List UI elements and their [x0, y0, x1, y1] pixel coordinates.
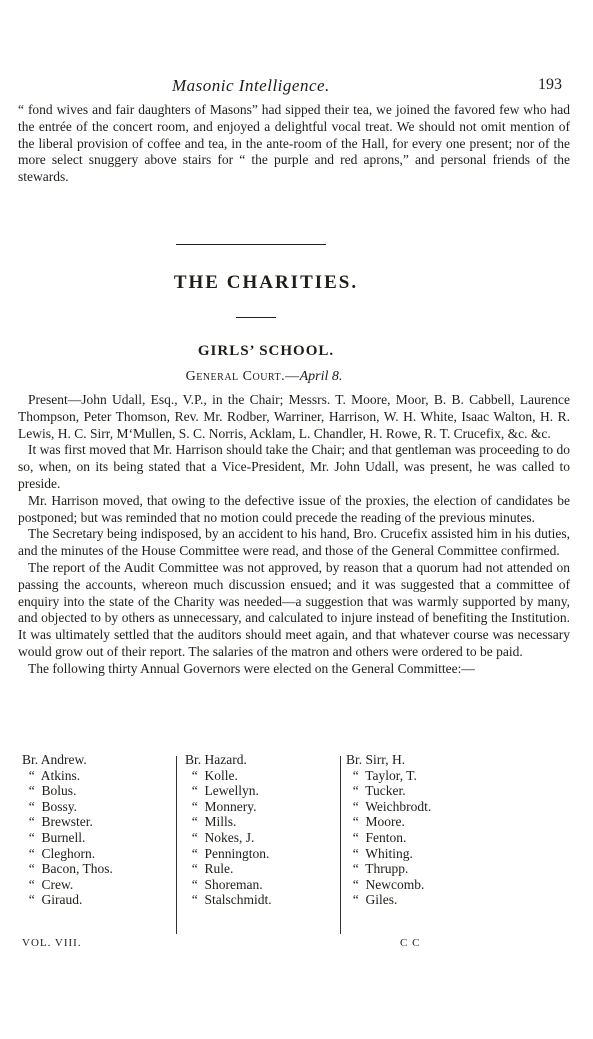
- body-paragraph: [18, 560, 570, 661]
- list-item: “ Mills.: [185, 814, 237, 830]
- governors-intro: The following thirty Annual Governors were elected on the General Committee:—: [28, 660, 475, 676]
- attendance-paragraph: Present—John Udall, Esq., V.P., in the Chair; Messrs. T. Moore, Moor, B. B. Cabbell, Laurence Thompson, Peter Thomson, Rev. Mr. Rodber, Warriner, Harrison, W. H. White, Isaac Walton, H. R. Lewis, H. C. Sirr, M‘Mullen, S. C. Norris, Acklam, L. Chandler, H. Rowe, R. T. Crucefix, &c. &c.: [18, 392, 570, 441]
- list-item: “ Cleghorn.: [22, 845, 96, 861]
- page-header: [18, 76, 578, 100]
- list-item: “ Taylor, T.: [346, 767, 417, 783]
- governors-list: [18, 752, 578, 936]
- list-item: “ Monnery.: [185, 798, 257, 814]
- list-item: “ Bacon, Thos.: [22, 861, 113, 877]
- governors-column-1: [22, 752, 172, 908]
- section-divider: [176, 244, 326, 245]
- section-heading: THE CHARITIES.: [173, 272, 359, 293]
- page-number: 193: [538, 76, 562, 93]
- list-item: “ Lewellyn.: [185, 783, 259, 799]
- list-item: “ Burnell.: [22, 829, 86, 845]
- list-item: “ Whiting.: [346, 845, 413, 861]
- body-text: [18, 392, 570, 678]
- subsection-heading: GIRLS’ SCHOOL.: [197, 343, 335, 359]
- proxies-paragraph: Mr. Harrison moved, that owing to the defective issue of the proxies, the election of candidates be postponed; but was reminded that no motion could precede the reading of the previous minutes.: [18, 492, 570, 525]
- list-item: “ Weichbrodt.: [346, 798, 432, 814]
- governors-column-2: [185, 752, 335, 908]
- secretary-paragraph: The Secretary being indisposed, by an accident to his hand, Bro. Crucefix assisted him in his duties, and the minutes of the House Committee were read, and those of the General Committee confirmed.: [18, 526, 570, 559]
- volume-label: VOL. VIII.: [22, 937, 82, 949]
- list-item: “ Moore.: [346, 814, 405, 830]
- governors-column-3: [346, 752, 496, 908]
- subsection-divider: [236, 317, 276, 318]
- list-item: “ Brewster.: [22, 814, 93, 830]
- list-item: “ Bolus.: [22, 783, 77, 799]
- list-item: “ Rule.: [185, 861, 234, 877]
- list-item: “ Nokes, J.: [185, 829, 255, 845]
- body-paragraph: [18, 392, 570, 442]
- list-item: “ Tucker.: [346, 783, 406, 799]
- list-item: “ Newcomb.: [346, 876, 425, 892]
- body-paragraph: [18, 493, 570, 527]
- body-paragraph: [18, 661, 570, 678]
- body-paragraph: [18, 526, 570, 560]
- list-item: Br. Sirr, H.: [346, 752, 406, 767]
- column-divider: [340, 756, 341, 934]
- court-label: General Court.—: [185, 369, 300, 384]
- list-item: Br. Andrew.: [22, 752, 87, 767]
- column-divider: [176, 756, 177, 934]
- signature-mark: C C: [400, 937, 421, 949]
- list-item: “ Giles.: [346, 892, 398, 908]
- list-item: “ Pennington.: [185, 845, 270, 861]
- intro-paragraph: “ fond wives and fair daughters of Masons” had sipped their tea, we joined the favored few who had the entrée of the concert room, and enjoyed a delightful vocal treat. We should not omit mention of the liberal provision of coffee and tea, in the ante-room of the Hall, for every one present; nor of the more select snuggery above stairs for “ the purple and red aprons,” and personal friends of the stewards.: [18, 102, 570, 185]
- list-item: “ Crew.: [22, 876, 74, 892]
- audit-paragraph: The report of the Audit Committee was not approved, by reason that a quorum had not attended on passing the accounts, whereon much discussion ensued; and it was suggested that a committee of enquiry into the state of the Charity was needed—a suggestion that was warmly supported by many, and objected to by others as unnecessary, and calculated to injure instead of benefiting the Institution. It was ultimately settled that the auditors should meet again, and that whatever course was necessary would grow out of their report. The salaries of the matron and others were ordered to be paid.: [18, 559, 570, 659]
- list-item: “ Shoreman.: [185, 876, 263, 892]
- list-item: “ Stalschmidt.: [185, 892, 272, 908]
- running-title: Masonic Intelligence.: [172, 76, 330, 95]
- list-item: “ Atkins.: [22, 767, 81, 783]
- chair-paragraph: It was first moved that Mr. Harrison should take the Chair; and that gentleman was proceeding to do so, when, on its being stated that a Vice-President, Mr. John Udall, was present, he was called to preside.: [18, 442, 570, 491]
- list-item: “ Kolle.: [185, 767, 238, 783]
- body-paragraph: [18, 442, 570, 492]
- list-item: “ Thrupp.: [346, 861, 409, 877]
- list-item: “ Giraud.: [22, 892, 83, 908]
- court-date: April 8.: [299, 369, 343, 384]
- court-dateline: [18, 369, 510, 385]
- list-item: “ Fenton.: [346, 829, 407, 845]
- list-item: Br. Hazard.: [185, 752, 247, 767]
- list-item: “ Bossy.: [22, 798, 78, 814]
